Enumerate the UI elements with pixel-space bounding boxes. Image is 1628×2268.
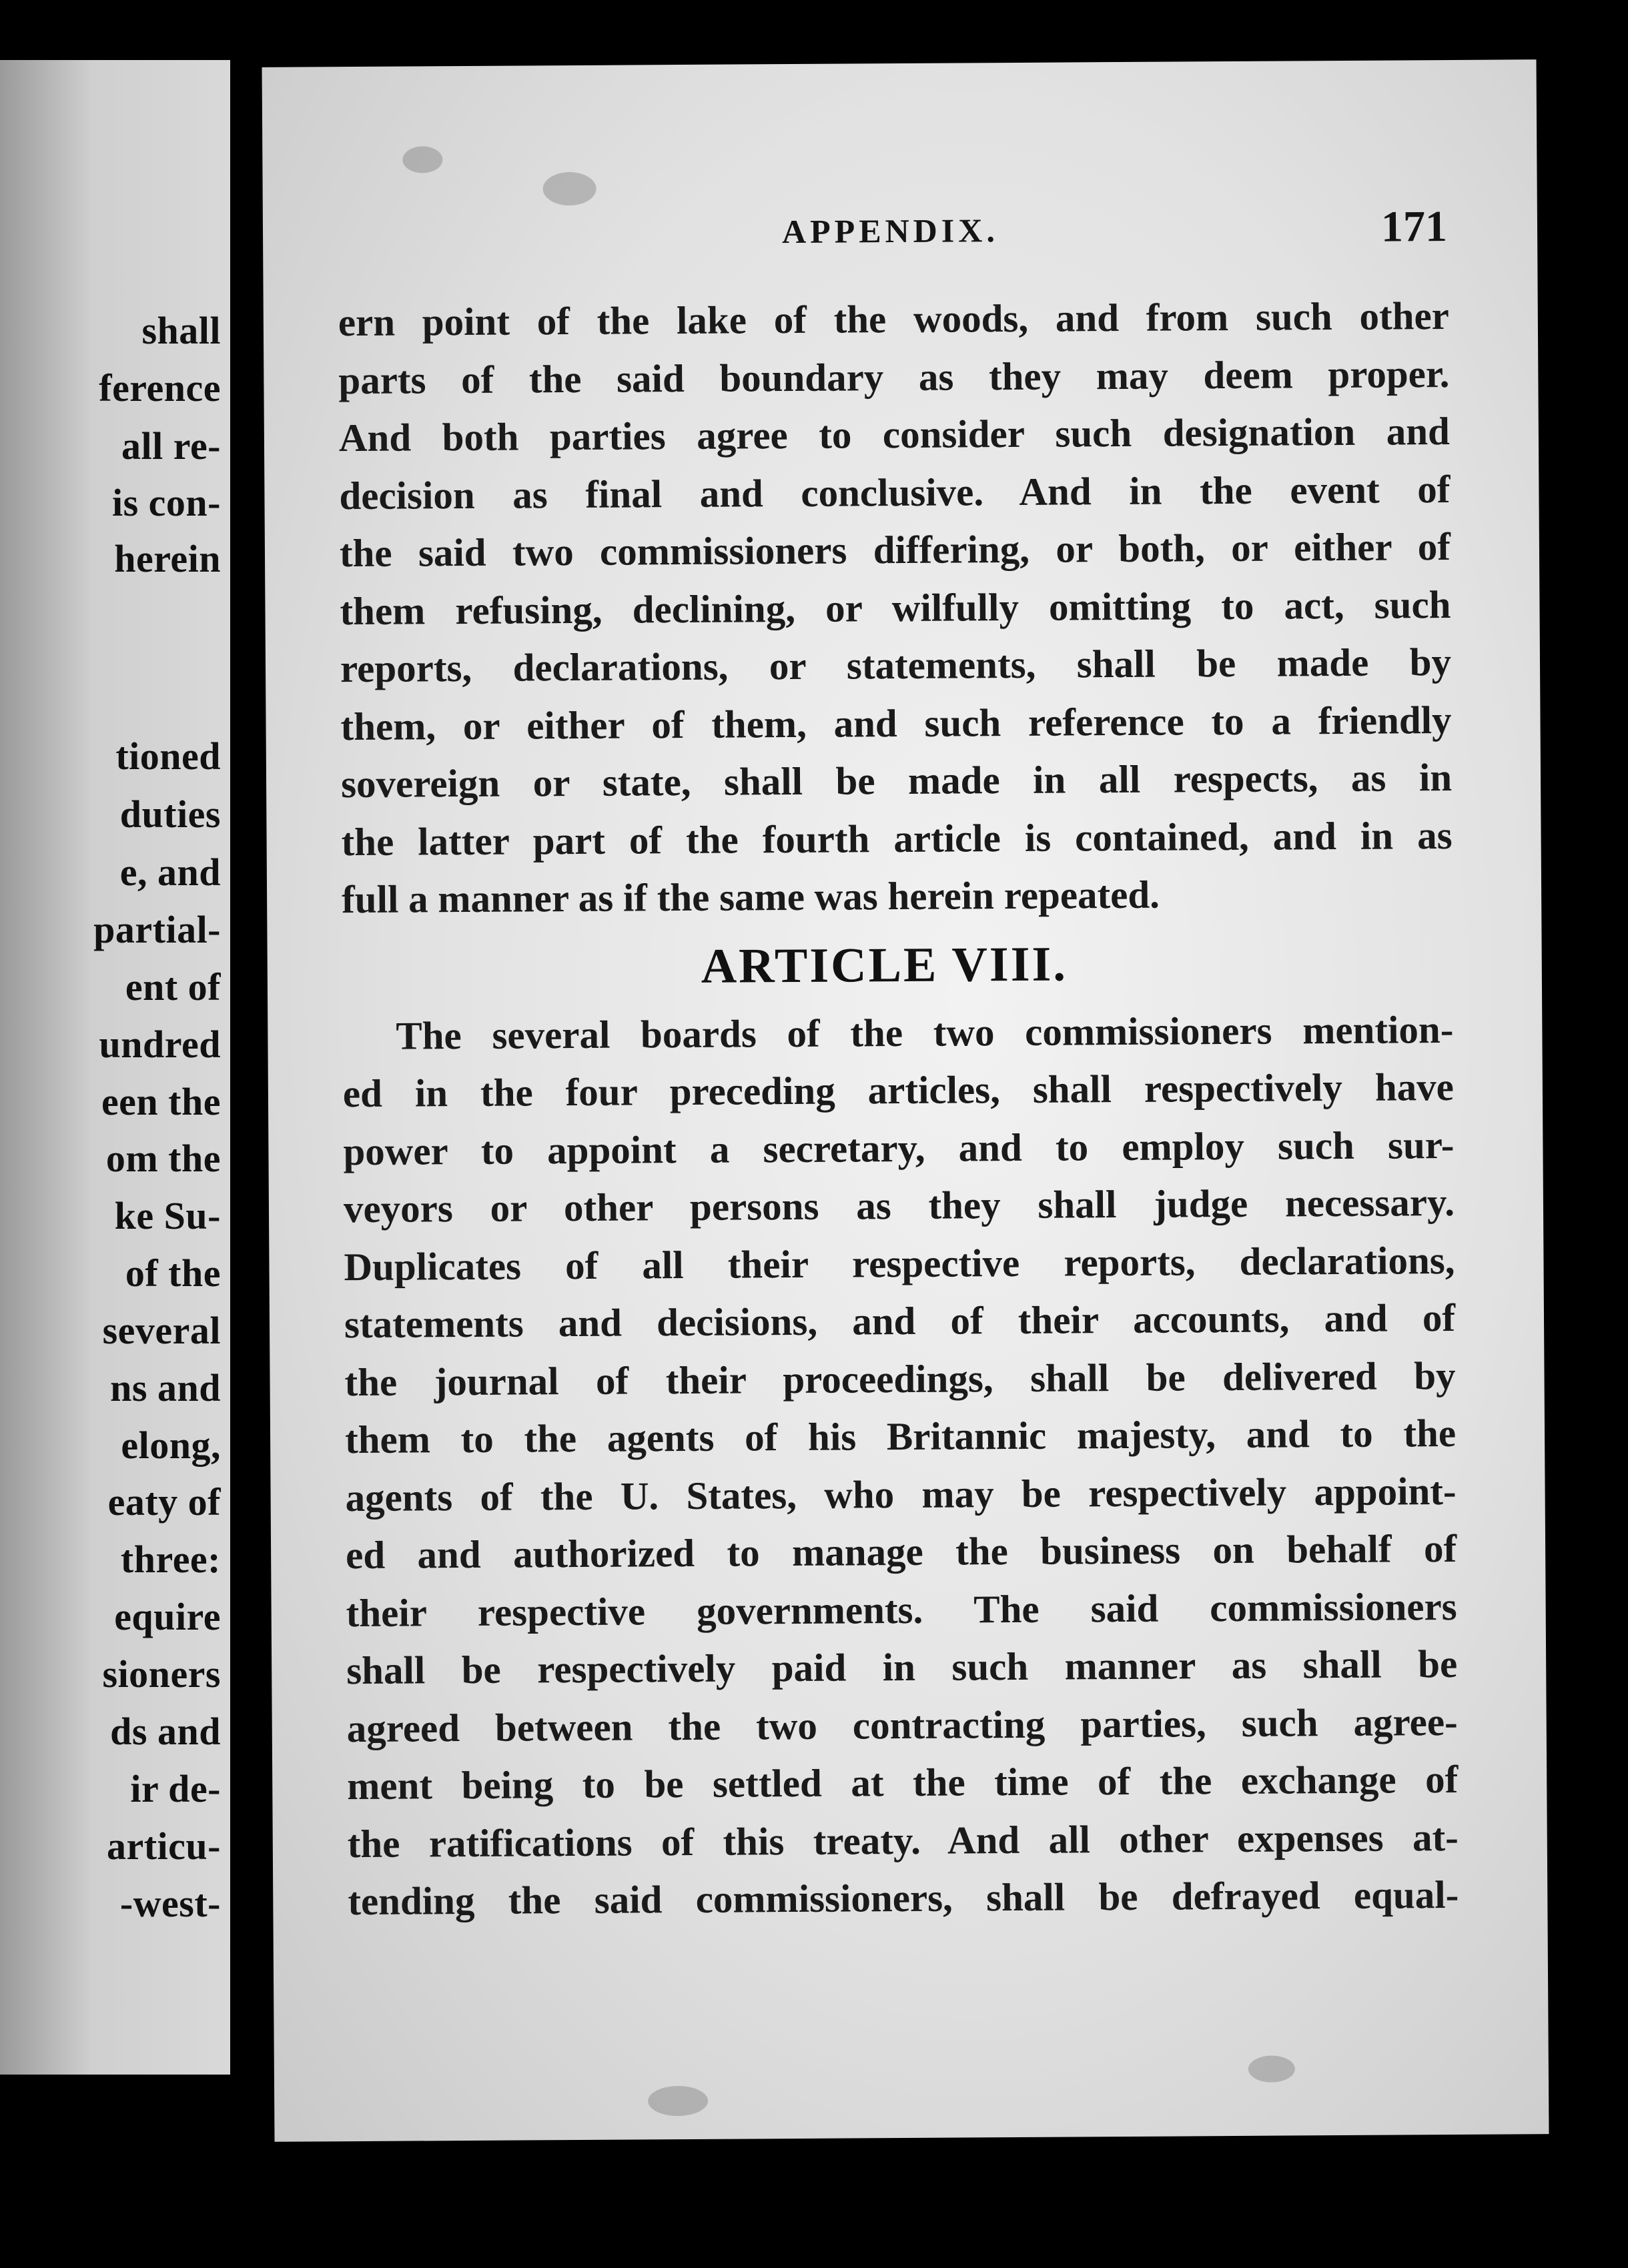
page-number: 171 [1380,202,1448,251]
text-line: the journal of their proceedings, shall be delivered by [344,1353,1456,1404]
text-line: ed and authorized to manage the business on behalf of [345,1526,1457,1578]
facing-page-fragment: articu- [107,1824,221,1868]
facing-page-fragment: -west- [119,1882,221,1925]
facing-page-fragment: ir de- [130,1767,221,1810]
text-line: full a manner as if the same was herein repeated. [341,872,1160,922]
facing-page-fragment: eaty of [107,1480,221,1524]
text-line: the ratifications of this treaty. And all other expenses at- [347,1814,1459,1866]
facing-page-fragment: om the [105,1137,221,1180]
book-page [262,59,1549,2142]
text-line: the said two commissioners differing, or both, or either of [339,524,1451,576]
facing-page-fragment: shall [141,309,221,352]
text-line: the latter part of the fourth article is contained, and in as [341,812,1453,864]
facing-page-fragment: sioners [102,1652,221,1696]
facing-page-fragment: equire [114,1595,221,1638]
article-paragraph [342,1000,1459,1930]
facing-page-fragment: elong, [121,1424,221,1467]
facing-page-fragment: of the [125,1251,221,1295]
facing-page-fragment: tioned [115,734,221,778]
facing-page-fragment: ds and [110,1710,221,1753]
facing-page-fragment: three: [120,1538,221,1581]
text-line: The several boards of the two commissioners mention- [396,1007,1454,1058]
text-line: ern point of the lake of the woods, and from such other [338,294,1450,345]
text-line: ment being to be settled at the time of the exchange of [347,1756,1459,1808]
body-text [338,287,1459,1930]
paper-speck [402,146,442,173]
facing-page-fragment: een the [101,1080,221,1123]
paragraph-continued [338,287,1453,929]
text-line: shall be respectively paid in such manner as shall be [346,1641,1458,1693]
facing-page-fragment: ent of [125,965,221,1009]
text-line: agents of the U. States, who may be respectively appoint- [345,1468,1457,1520]
facing-page-fragment: ke Su- [114,1194,221,1237]
text-line: veyors or other persons as they shall judge necessary. [343,1179,1455,1231]
text-line: them to the agents of his Britannic majesty, and to the [344,1410,1457,1462]
text-line: them refusing, declining, or wilfully omitting to act, such [340,582,1451,633]
facing-page-fragment: herein [114,537,221,580]
article-heading: ARTICLE VIII. [701,937,1068,994]
facing-page-fragment: partial- [93,908,221,951]
paper-speck [1248,2055,1295,2082]
text-line: them, or either of them, and such reference to a friendly [340,697,1452,748]
text-line: ed in the four preceding articles, shall respectively have [342,1064,1455,1116]
facing-page-fragment: ns and [110,1366,221,1409]
text-line: power to appoint a secretary, and to employ such sur- [343,1122,1455,1173]
facing-page-fragment: undred [99,1023,221,1066]
text-line: parts of the said boundary as they may deem proper. [338,351,1450,402]
text-line: reports, declarations, or statements, shall be made by [340,639,1452,691]
paper-speck [542,172,596,205]
facing-page-fragment: is con- [112,481,221,524]
paper-speck [648,2086,708,2117]
text-line: their respective governments. The said commissioners [346,1584,1457,1635]
text-line: agreed between the two contracting parties, such agree- [346,1699,1458,1750]
facing-page-edge [0,60,230,2075]
text-line: sovereign or state, shall be made in all respects, as in [340,754,1453,806]
text-line: tending the said commissioners, shall be defrayed equal- [348,1872,1459,1924]
facing-page-fragment: ference [99,366,221,410]
text-line: statements and decisions, and of their accounts, and of [344,1295,1456,1347]
facing-page-fragment: all re- [121,424,221,468]
facing-page-fragment: several [102,1309,221,1352]
text-line: And both parties agree to consider such designation and [338,408,1451,460]
facing-page-fragment: duties [119,792,221,836]
running-head: APPENDIX. [781,211,999,251]
page-header [263,202,1537,269]
text-line: decision as final and conclusive. And in the event of [339,466,1451,518]
text-line: Duplicates of all their respective reports, declarations, [344,1237,1455,1289]
facing-page-fragment: e, and [119,851,221,894]
